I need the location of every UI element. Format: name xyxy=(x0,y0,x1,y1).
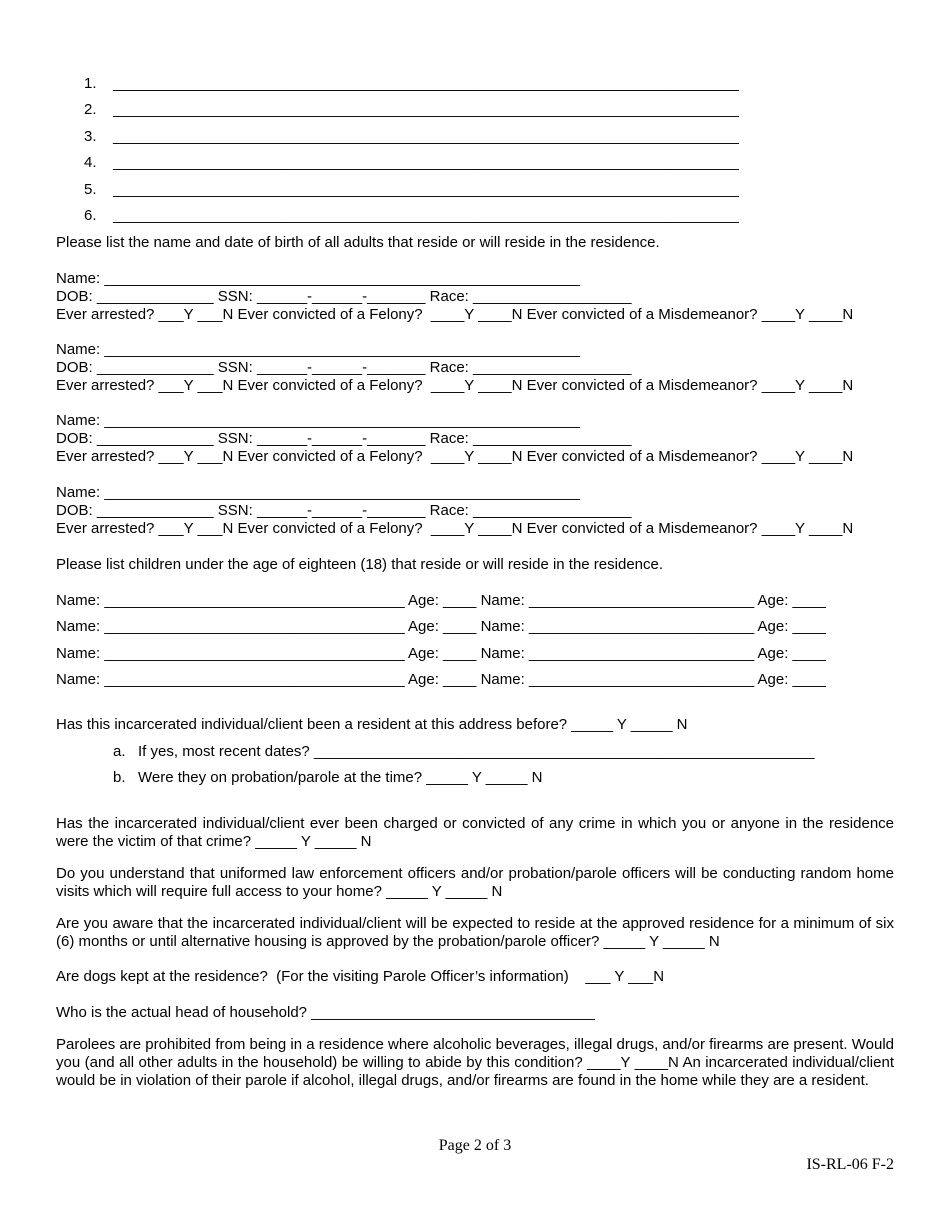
child-row[interactable]: Name: ____________________________________ Age: ____ Name: ___________________________ Age: ____ xyxy=(56,592,826,609)
form-id: IS-RL-06 F-2 xyxy=(806,1156,894,1173)
adult-name-field[interactable]: Name: _________________________________________________________ xyxy=(56,412,580,429)
adult-arrest-conviction-field[interactable]: Ever arrested? ___Y ___N Ever convicted of a Felony? ____Y ____N Ever convicted of a Misdemeanor? ____Y ____N xyxy=(56,448,854,465)
numbered-line-4[interactable]: 4. ___________________________________________________________________________ xyxy=(84,154,739,171)
victim-question[interactable]: Has the incarcerated individual/client ever been charged or convicted of any crime in which you or anyone in the residence were the victim of that crime? _____ Y _____ N xyxy=(56,815,894,850)
adults-prompt: Please list the name and date of birth of all adults that reside or will reside in the residence. xyxy=(56,234,660,251)
adult-dob-ssn-race-field[interactable]: DOB: ______________ SSN: ______-______-_______ Race: ___________________ xyxy=(56,359,632,376)
numbered-line-1[interactable]: 1. ___________________________________________________________________________ xyxy=(84,75,739,92)
adult-dob-ssn-race-field[interactable]: DOB: ______________ SSN: ______-______-_______ Race: ___________________ xyxy=(56,288,632,305)
numbered-line-3[interactable]: 3. ___________________________________________________________________________ xyxy=(84,128,739,145)
adult-name-field[interactable]: Name: _________________________________________________________ xyxy=(56,484,580,501)
numbered-line-2[interactable]: 2. ___________________________________________________________________________ xyxy=(84,101,739,118)
adult-name-field[interactable]: Name: _________________________________________________________ xyxy=(56,341,580,358)
prior-resident-question[interactable]: Has this incarcerated individual/client been a resident at this address before? _____ Y _____ N xyxy=(56,716,688,733)
parolee-condition-paragraph[interactable]: Parolees are prohibited from being in a residence where alcoholic beverages, illegal drugs, and/or firearms are present. Would you (and all other adults in the household) be willing to abide by this condition? ____Y ____N An incarcerated individual/client would be in violation of their parole if alcohol, illegal drugs, and/or firearms are found in the home while they are a resident. xyxy=(56,1036,894,1089)
adult-arrest-conviction-field[interactable]: Ever arrested? ___Y ___N Ever convicted of a Felony? ____Y ____N Ever convicted of a Misdemeanor? ____Y ____N xyxy=(56,306,854,323)
residence-duration-question[interactable]: Are you aware that the incarcerated individual/client will be expected to reside at the approved residence for a minimum of six (6) months or until alternative housing is approved by the probation/parole officer? _____ Y _____ N xyxy=(56,915,894,950)
numbered-line-5[interactable]: 5. ___________________________________________________________________________ xyxy=(84,181,739,198)
home-visits-question[interactable]: Do you understand that uniformed law enforcement officers and/or probation/parole officers will be conducting random home visits which will require full access to your home? _____ Y _____ N xyxy=(56,865,894,900)
adult-dob-ssn-race-field[interactable]: DOB: ______________ SSN: ______-______-_______ Race: ___________________ xyxy=(56,430,632,447)
page-number: Page 2 of 3 xyxy=(438,1137,512,1154)
adult-arrest-conviction-field[interactable]: Ever arrested? ___Y ___N Ever convicted of a Felony? ____Y ____N Ever convicted of a Misdemeanor? ____Y ____N xyxy=(56,377,854,394)
adult-arrest-conviction-field[interactable]: Ever arrested? ___Y ___N Ever convicted of a Felony? ____Y ____N Ever convicted of a Misdemeanor? ____Y ____N xyxy=(56,520,854,537)
children-prompt: Please list children under the age of eighteen (18) that reside or will reside in the residence. xyxy=(56,556,664,573)
adult-dob-ssn-race-field[interactable]: DOB: ______________ SSN: ______-______-_______ Race: ___________________ xyxy=(56,502,632,519)
recent-dates-field[interactable]: a. If yes, most recent dates? ____________________________________________________________ xyxy=(113,743,815,760)
probation-at-time-question[interactable]: b. Were they on probation/parole at the time? _____ Y _____ N xyxy=(113,769,543,786)
child-row[interactable]: Name: ____________________________________ Age: ____ Name: ___________________________ Age: ____ xyxy=(56,618,826,635)
child-row[interactable]: Name: ____________________________________ Age: ____ Name: ___________________________ Age: ____ xyxy=(56,645,826,662)
numbered-line-6[interactable]: 6. ___________________________________________________________________________ xyxy=(84,207,739,224)
child-row[interactable]: Name: ____________________________________ Age: ____ Name: ___________________________ Age: ____ xyxy=(56,671,826,688)
head-of-household-field[interactable]: Who is the actual head of household? __________________________________ xyxy=(56,1004,595,1021)
adult-name-field[interactable]: Name: _________________________________________________________ xyxy=(56,270,580,287)
dogs-question[interactable]: Are dogs kept at the residence? (For the visiting Parole Officer’s information) ___ Y ___N xyxy=(56,968,665,985)
